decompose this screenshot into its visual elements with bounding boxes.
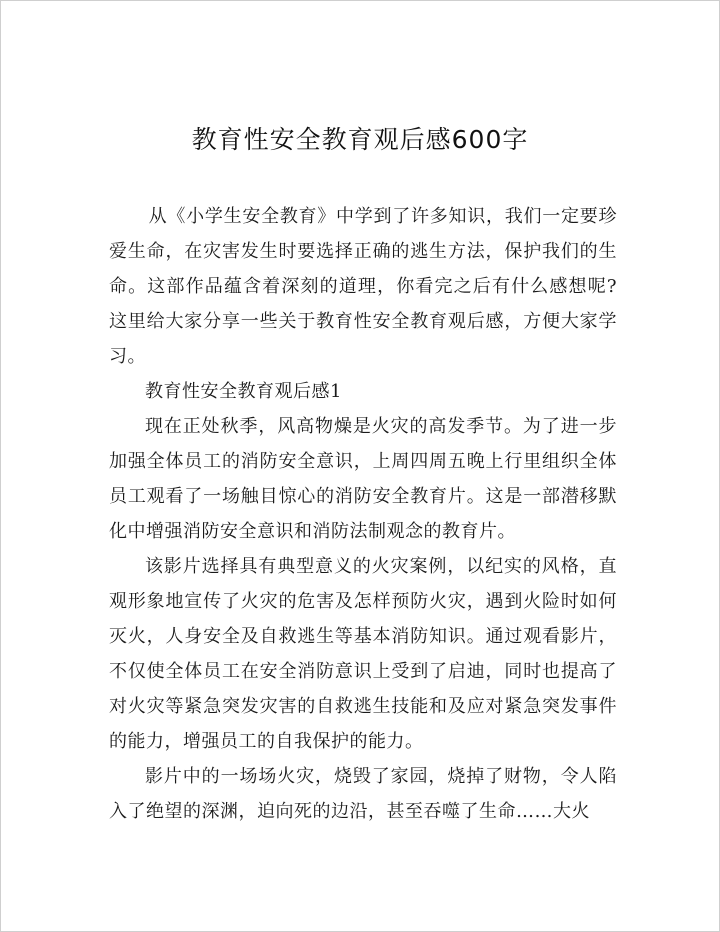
body-paragraph: 该影片选择具有典型意义的火灾案例，以纪实的风格，直观形象地宣传了火灾的危害及怎样预防火灾，遇到火险时如何灭火，人身安全及自救逃生等基本消防知识。通过观看影片，不仅使全体员工在安全消防意识上受到了启迪，同时也提高了对火灾等紧急突发灾害的自救逃生技能和及应对紧急突发事件的能力，增强员工的自我保护的能力。 [109,556,617,752]
section-title: 教育性安全教育观后感1 [145,381,342,402]
intro-paragraph: 从《小学生安全教育》中学到了许多知识，我们一定要珍爱生命，在灾害发生时要选择正确的逃生方法，保护我们的生命。这部作品蕴含着深刻的道理，你看完之后有什么感想呢?这里给大家分享一些关于教育性安全教育观后感，方便大家学习。 [109,206,617,367]
document-body [109,199,617,829]
body-paragraph: 影片中的一场场火灾，烧毁了家园，烧掉了财物，令人陷入了绝望的深渊，迫向死的边沿，甚至吞噬了生命……大火 [109,766,617,822]
body-paragraph: 现在正处秋季，风高物燥是火灾的高发季节。为了进一步加强全体员工的消防安全意识，上周四周五晚上行里组织全体员工观看了一场触目惊心的消防安全教育片。这是一部潜移默化中增强消防安全意识和消防法制观念的教育片。 [109,416,617,542]
document-title: 教育性安全教育观后感600字 [191,125,529,154]
